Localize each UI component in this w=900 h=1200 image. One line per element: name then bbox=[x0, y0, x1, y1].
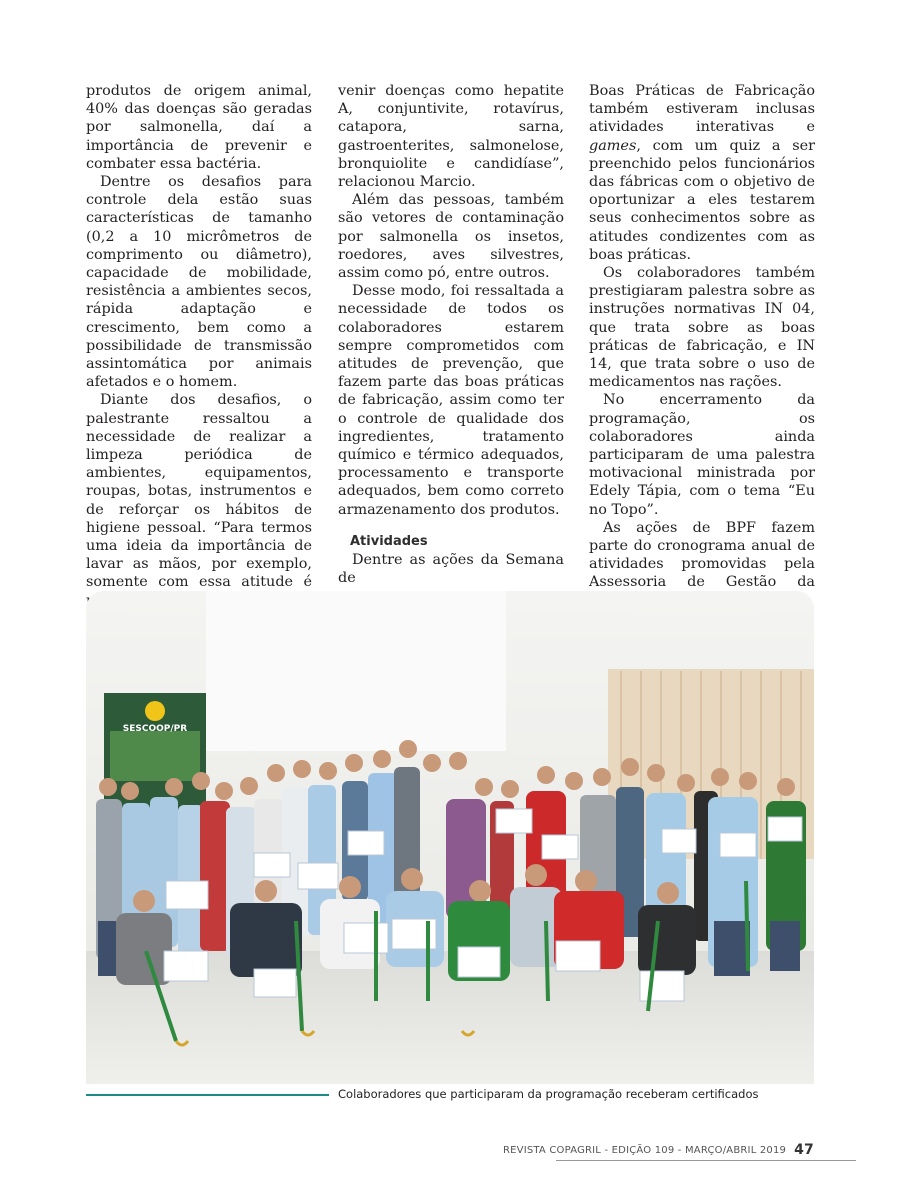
paragraph: Desse modo, foi ressaltada a necessidade de todos os colaboradores estarem sempre comprometidos com atitudes de prevenção, que fazem parte das boas práticas de fabricação, assim como ter o controle de qualidade dos ingredientes, tratamento químico e térmico adequados, processamento e transporte adequados, bem como correto armazenamento dos produtos. bbox=[338, 283, 564, 518]
caption-rule bbox=[86, 1094, 329, 1096]
page-number: 47 bbox=[794, 1142, 814, 1158]
footer-rule bbox=[556, 1160, 856, 1161]
paragraph: produtos de origem animal, 40% das doenças são geradas por salmonella, daí a importância de prevenir e combater essa bactéria. bbox=[86, 83, 312, 172]
publication-info: REVISTA COPAGRIL - EDIÇÃO 109 - MARÇO/ABRIL 2019 bbox=[503, 1145, 787, 1156]
article-column-3 bbox=[589, 82, 815, 610]
emphasis: games bbox=[589, 137, 637, 154]
paragraph: Além das pessoas, também são vetores de contaminação por salmonella os insetos, roedores, aves silvestres, assim como pó, entre outros. bbox=[338, 192, 564, 282]
group-photo bbox=[86, 591, 814, 1084]
paragraph: Dentre os desafios para controle dela estão suas características de tamanho (0,2 a 10 micrômetros de comprimento ou diâmetro), capacidade de mobilidade, resistência a ambientes secos, rápida adaptação e crescimento, bem como a possibilidade de transmissão assintomática por animais afetados e o homem. bbox=[86, 174, 312, 391]
paragraph: Os colaboradores também prestigiaram palestra sobre as instruções normativas IN 04, que trata sobre as boas práticas de fabricação, e IN 14, que trata sobre o uso de medicamentos nas rações. bbox=[589, 265, 815, 391]
paragraph: As ações de BPF fazem parte do cronograma anual de atividades promovidas pela Assessoria de Gestão da bbox=[589, 519, 815, 610]
photo-caption: Colaboradores que participaram da programação receberam certificados bbox=[338, 1087, 759, 1101]
page-footer bbox=[503, 1142, 814, 1158]
paragraph: Dentre as ações da Semana de bbox=[338, 552, 564, 587]
paragraph: Boas Práticas de Fabricação também estiveram inclusas atividades interativas e games, com um quiz a ser preenchido pelos funcionários das fábricas com o objetivo de oportunizar a eles testarem seus conhecimentos sobre as atitudes condizentes com as boas práticas. bbox=[589, 83, 815, 263]
paragraph: No encerramento da programação, os colaboradores ainda participaram de uma palestra motivacional ministrada por Edely Tápia, com o tema “Eu no Topo”. bbox=[589, 392, 815, 518]
section-heading: Atividades bbox=[350, 533, 428, 549]
banner-text: SESCOOP/PR bbox=[122, 724, 188, 734]
group-photo-illustration bbox=[86, 591, 814, 1084]
paragraph: Diante dos desafios, o palestrante ressaltou a necessidade de realizar a limpeza periódica de ambientes, equipamentos, roupas, botas, instrumentos e de reforçar os hábitos de higiene pessoal. “Para termos uma ideia da importância de lavar as mãos, por exemplo, somente com essa atitude é bbox=[86, 392, 312, 591]
article-column-1 bbox=[86, 82, 312, 610]
paragraph: venir doenças como hepatite A, conjuntivite, rotavírus, catapora, sarna, gastroenterites, salmonelose, bronquiolite e candidíase”, relacionou Marcio. bbox=[338, 83, 564, 191]
article-column-2 bbox=[338, 82, 564, 587]
